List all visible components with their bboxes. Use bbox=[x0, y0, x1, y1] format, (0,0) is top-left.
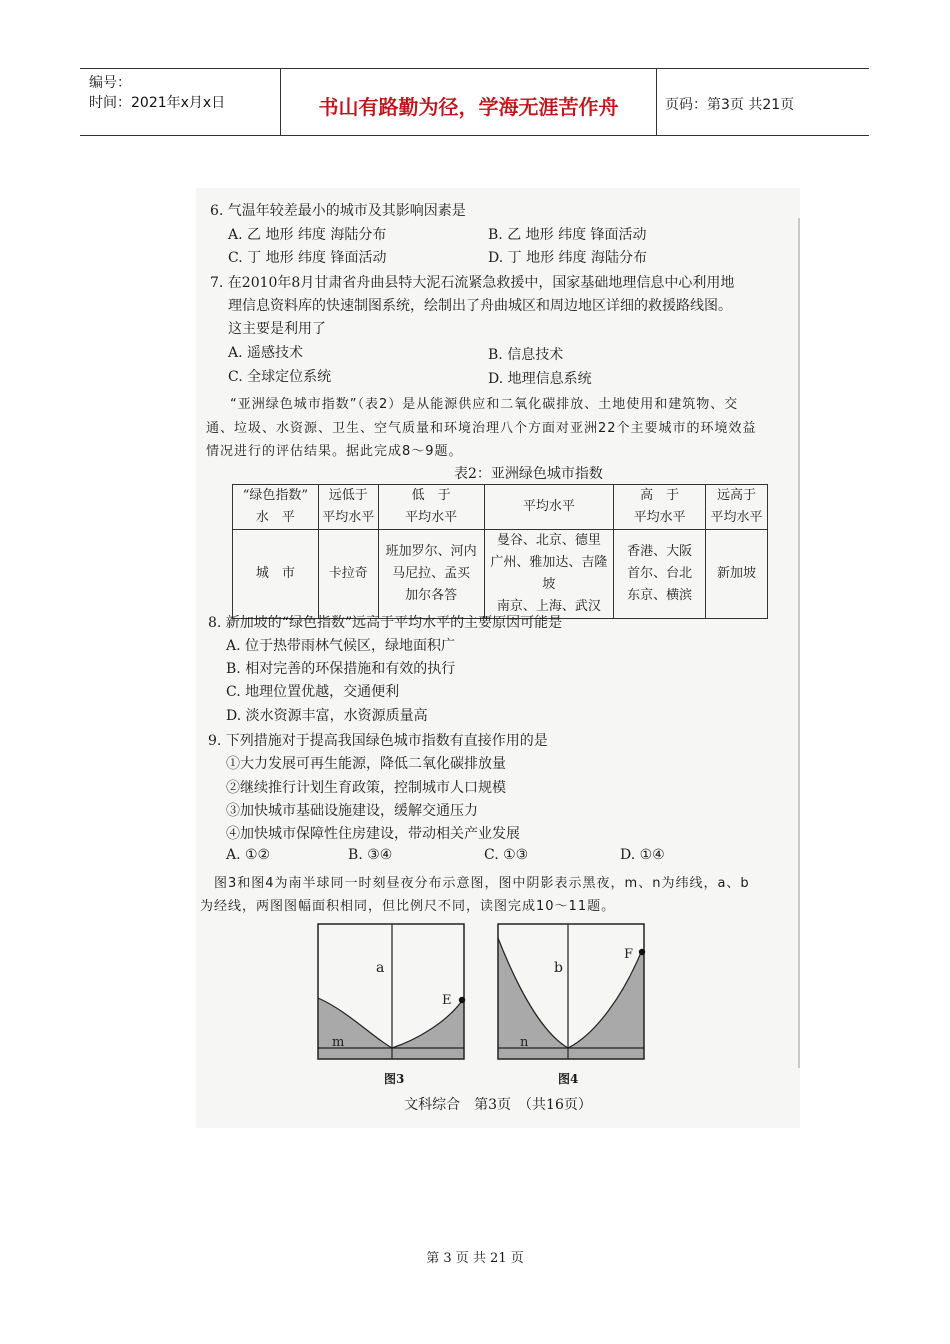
header-cell-below: 低 于 平均水平 bbox=[378, 485, 484, 530]
green-city-index-table bbox=[232, 484, 768, 619]
header-cell-index-level: “绿色指数” 水 平 bbox=[233, 485, 319, 530]
q6-stem: 6. 气温年较差最小的城市及其影响因素是 bbox=[210, 203, 466, 219]
q8-option-b: B. 相对完善的环保措施和有效的执行 bbox=[226, 661, 456, 677]
label-f: F bbox=[624, 947, 634, 962]
page-footer: 第 3 页 共 21 页 bbox=[426, 1251, 524, 1266]
header-cell-far-above: 远高于 平均水平 bbox=[706, 485, 768, 530]
q8-option-d: D. 淡水资源丰富，水资源质量高 bbox=[226, 708, 428, 724]
figure-4-diagram bbox=[496, 922, 648, 1064]
q9-stem: 9. 下列措施对于提高我国绿色城市指数有直接作用的是 bbox=[208, 733, 548, 749]
q9-option-c: C. ①③ bbox=[484, 847, 529, 863]
intro-8-9-line3: 情况进行的评估结果。据此完成8～9题。 bbox=[206, 444, 463, 459]
page-header bbox=[80, 68, 869, 136]
q6-option-a: A. 乙 地形 纬度 海陆分布 bbox=[228, 227, 387, 243]
q8-option-a: A. 位于热带雨林气候区，绿地面积广 bbox=[226, 638, 456, 654]
cell-far-below: 卡拉奇 bbox=[318, 530, 378, 619]
intro-10-11-line1: 图3和图4为南半球同一时刻昼夜分布示意图，图中阴影表示黑夜，m、n为纬线，a、b bbox=[214, 876, 750, 891]
q6-option-d: D. 丁 地形 纬度 海陆分布 bbox=[488, 250, 647, 266]
scan-edge bbox=[798, 218, 800, 1068]
night-shade-right bbox=[392, 998, 464, 1048]
point-e-marker bbox=[459, 997, 465, 1003]
header-meta-cell bbox=[80, 69, 281, 135]
q7-option-b: B. 信息技术 bbox=[488, 347, 564, 363]
q9-item-4: ④加快城市保障性住房建设，带动相关产业发展 bbox=[226, 826, 520, 842]
q7-stem-line2: 理信息资料库的快速制图系统，绘制出了舟曲城区和周边地区详细的救援路线图。 bbox=[228, 298, 732, 314]
header-page-cell bbox=[657, 69, 869, 135]
header-cell-far-below: 远低于 平均水平 bbox=[318, 485, 378, 530]
figure-3-diagram bbox=[316, 922, 468, 1064]
page-number-label: 页码：第3页 共21页 bbox=[665, 97, 795, 113]
q8-option-c: C. 地理位置优越，交通便利 bbox=[226, 684, 400, 700]
label-e: E bbox=[442, 993, 452, 1008]
q7-option-c: C. 全球定位系统 bbox=[228, 369, 332, 385]
q9-item-2: ②继续推行计划生育政策，控制城市人口规模 bbox=[226, 780, 506, 796]
intro-8-9-line1: “亚洲绿色城市指数”（表2）是从能源供应和二氧化碳排放、土地使用和建筑物、交 bbox=[230, 397, 739, 412]
motto: 书山有路勤为径，学海无涯苦作舟 bbox=[318, 95, 619, 119]
q9-option-d: D. ①④ bbox=[620, 847, 665, 863]
scan-footer: 文科综合 第3页 （共16页） bbox=[404, 1097, 592, 1113]
header-motto-cell bbox=[281, 69, 657, 135]
intro-10-11-line2: 为经线，两图图幅面积相同，但比例尺不同，读图完成10～11题。 bbox=[200, 899, 616, 914]
scanned-page bbox=[196, 188, 800, 1128]
label-n: n bbox=[520, 1035, 529, 1050]
cell-far-above: 新加坡 bbox=[706, 530, 768, 619]
night-shade-left bbox=[498, 938, 568, 1048]
q9-item-3: ③加快城市基础设施建设，缓解交通压力 bbox=[226, 803, 478, 819]
figure-4-caption: 图4 bbox=[558, 1072, 579, 1086]
intro-8-9-line2: 通、垃圾、水资源、卫生、空气质量和环境治理八个方面对亚洲22个主要城市的环境效益 bbox=[206, 421, 757, 436]
q9-item-1: ①大力发展可再生能源，降低二氧化碳排放量 bbox=[226, 756, 506, 772]
q6-option-b: B. 乙 地形 纬度 锋面活动 bbox=[488, 227, 647, 243]
q9-option-a: A. ①② bbox=[226, 847, 271, 863]
q7-option-d: D. 地理信息系统 bbox=[488, 371, 592, 387]
label-a: a bbox=[376, 960, 385, 976]
table-header-row bbox=[233, 485, 768, 530]
figure-3-caption: 图3 bbox=[384, 1072, 405, 1086]
night-shade-right bbox=[568, 950, 644, 1048]
label-m: m bbox=[332, 1035, 345, 1050]
row-label-city: 城 市 bbox=[233, 530, 319, 619]
q7-stem-line1: 7. 在2010年8月甘肃省舟曲县特大泥石流紧急救援中，国家基础地理信息中心利用地 bbox=[210, 275, 735, 291]
cell-above: 香港、大阪 首尔、台北 东京、横滨 bbox=[614, 530, 706, 619]
cell-below: 班加罗尔、河内 马尼拉、孟买 加尔各答 bbox=[378, 530, 484, 619]
q7-stem-line3: 这主要是利用了 bbox=[228, 321, 326, 337]
header-cell-above: 高 于 平均水平 bbox=[614, 485, 706, 530]
q6-option-c: C. 丁 地形 纬度 锋面活动 bbox=[228, 250, 387, 266]
time-label: 时间：2021年x月x日 bbox=[89, 95, 226, 111]
table-caption: 表2：亚洲绿色城市指数 bbox=[454, 466, 603, 482]
cell-average: 曼谷、北京、德里 广州、雅加达、吉隆坡 南京、上海、武汉 bbox=[484, 530, 614, 619]
q9-option-b: B. ③④ bbox=[348, 847, 393, 863]
number-label: 编号： bbox=[89, 75, 131, 91]
label-b: b bbox=[554, 960, 563, 976]
table-city-row bbox=[233, 530, 768, 619]
point-f-marker bbox=[639, 949, 645, 955]
q8-stem: 8. 新加坡的“绿色指数”远高于平均水平的主要原因可能是 bbox=[208, 615, 563, 631]
q7-option-a: A. 遥感技术 bbox=[228, 345, 304, 361]
header-cell-average: 平均水平 bbox=[484, 485, 614, 530]
